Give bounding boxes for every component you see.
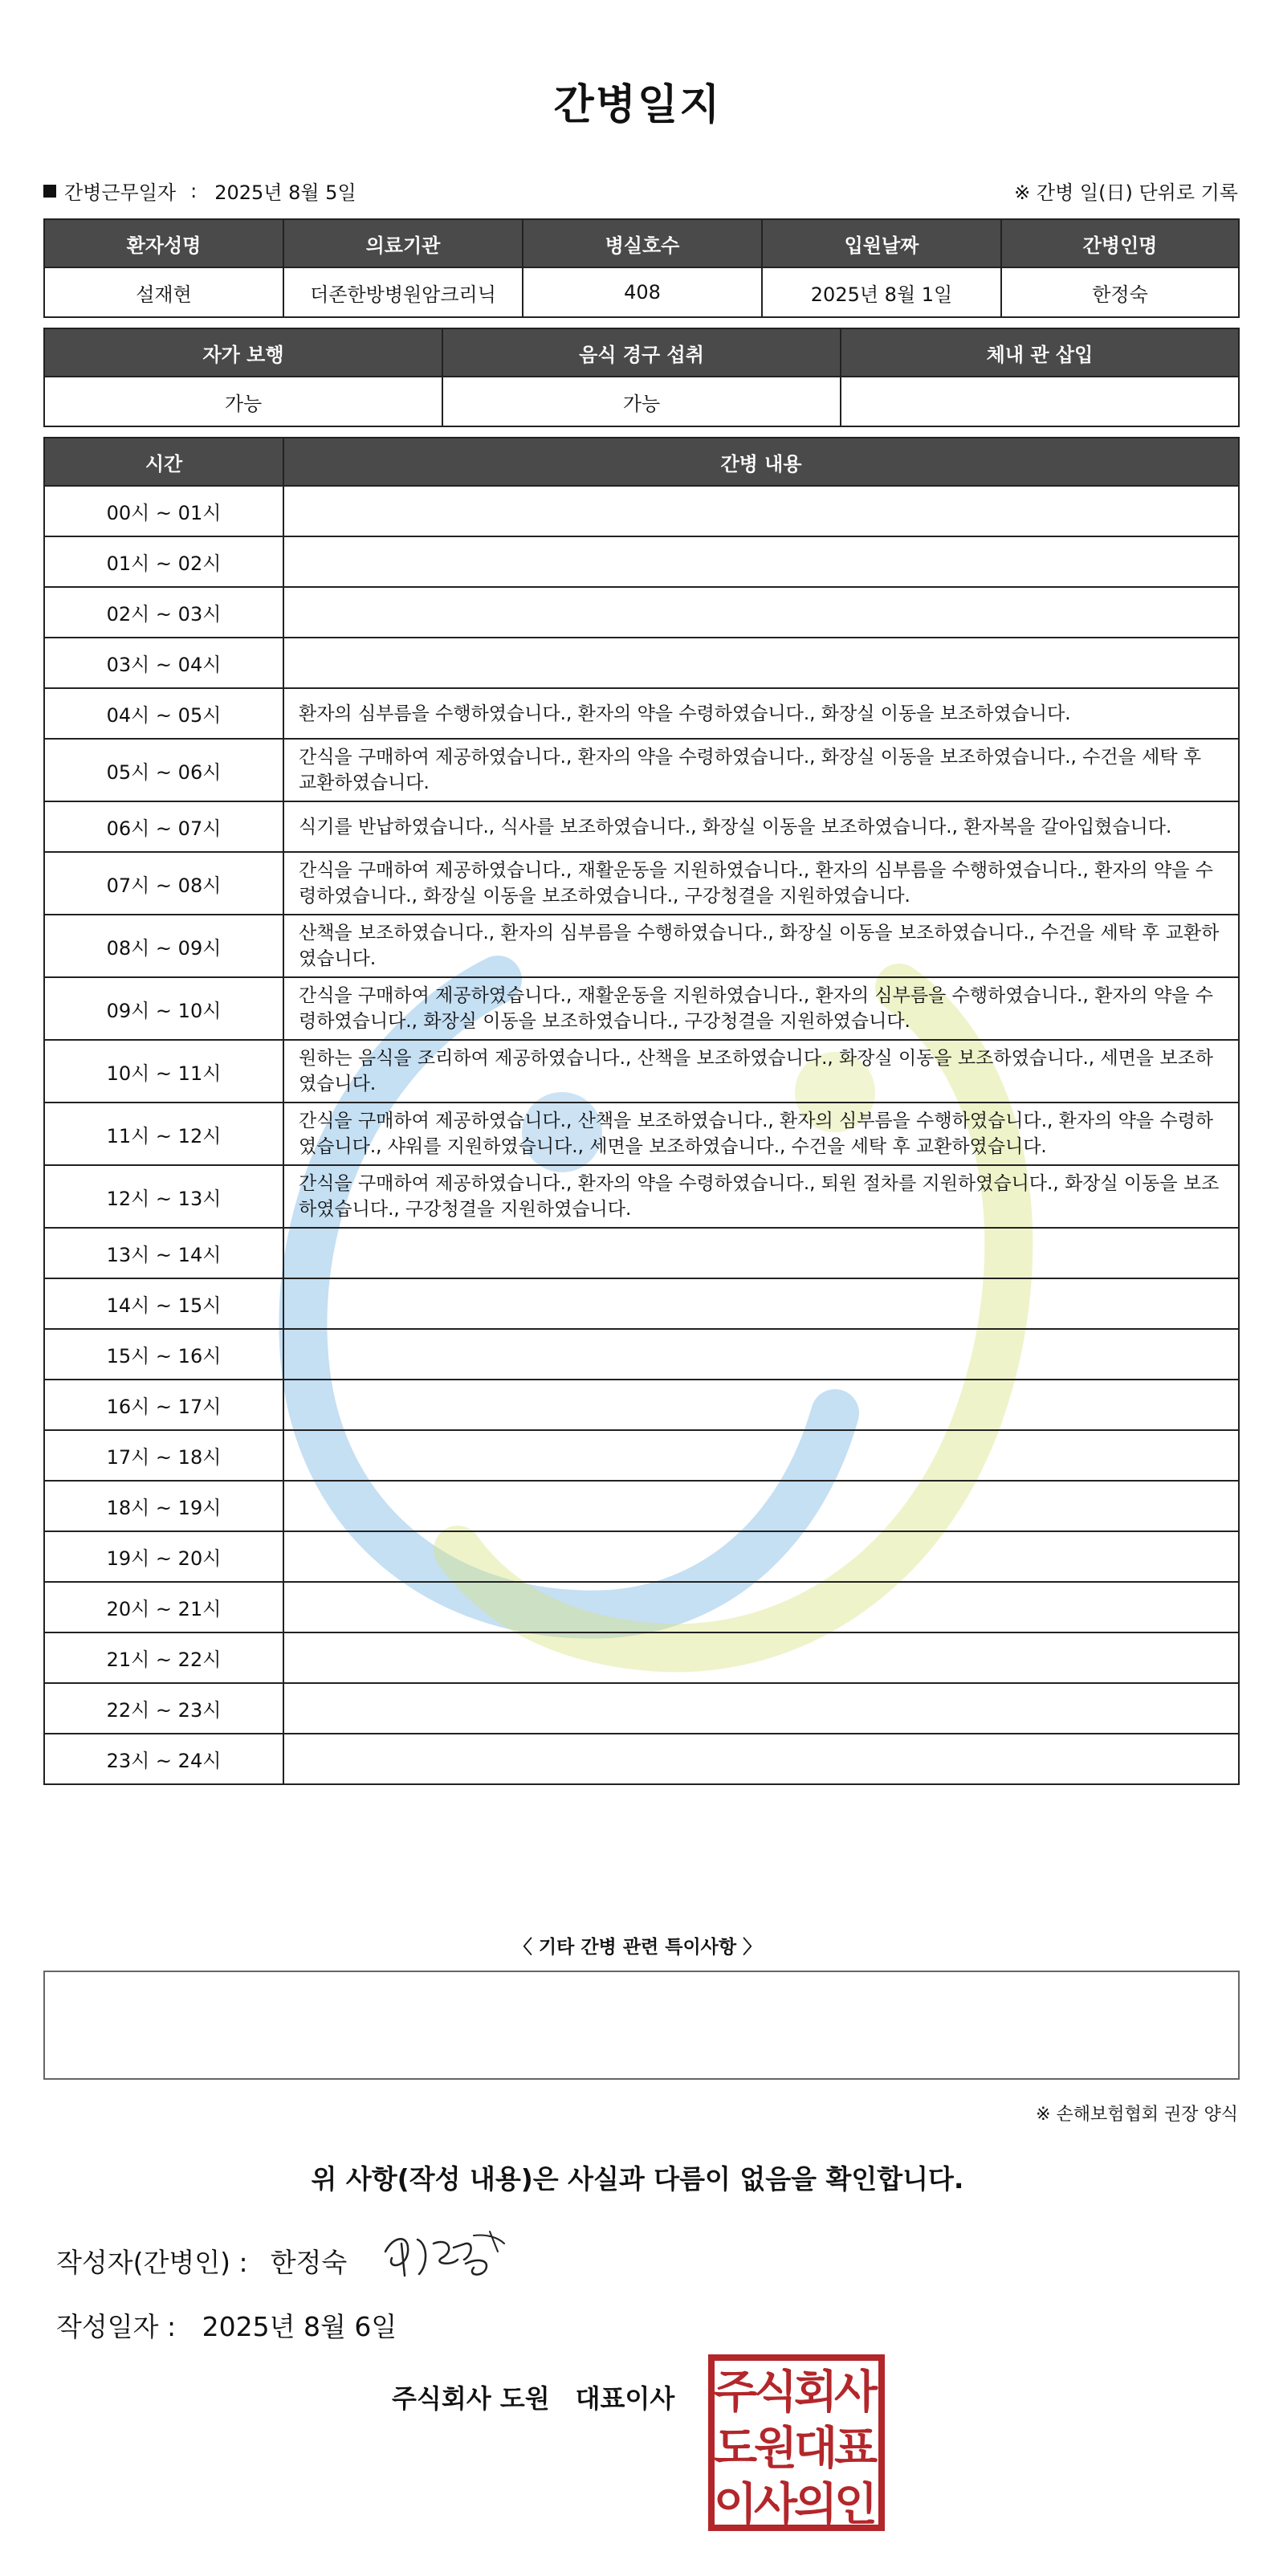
care-content: 간식을 구매하여 제공하였습니다., 산책을 보조하였습니다., 환자의 심부름을 수행하였습니다., 환자의 약을 수령하였습니다., 샤워를 지원하였습니다., 세면을 보조하였습니다., 수건을 세탁 후 교환하였습니다.: [283, 1103, 1239, 1165]
care-time: 19시 ~ 20시: [44, 1531, 283, 1582]
caregiver-name: 한정숙: [1001, 267, 1239, 317]
patient-table: [43, 218, 1240, 318]
care-time: 09시 ~ 10시: [44, 977, 283, 1040]
patient-name: 설재현: [44, 267, 283, 317]
care-row: [44, 1481, 1239, 1531]
written-date-label: 작성일자 :: [56, 2311, 177, 2342]
written-date: [56, 2306, 397, 2344]
author-line: [56, 2242, 347, 2280]
care-row: [44, 1103, 1239, 1165]
unit-note: ※ 간병 일(日) 단위로 기록: [1014, 181, 1238, 204]
care-row: [44, 1165, 1239, 1228]
room-number: 408: [523, 267, 762, 317]
care-content: [283, 1582, 1239, 1632]
care-row: [44, 739, 1239, 801]
care-time: 13시 ~ 14시: [44, 1228, 283, 1278]
care-row: [44, 587, 1239, 638]
care-row: [44, 1430, 1239, 1481]
care-row: [44, 915, 1239, 977]
care-content: [283, 1632, 1239, 1683]
care-content: [283, 1683, 1239, 1734]
care-log-table: [43, 437, 1240, 1785]
company-name: 주식회사 도원: [392, 2383, 550, 2414]
seal-char: 인: [833, 2479, 878, 2531]
company-title: 대표이사: [575, 2383, 675, 2414]
care-time: 02시 ~ 03시: [44, 587, 283, 638]
care-content: 간식을 구매하여 제공하였습니다., 재활운동을 지원하였습니다., 환자의 심부름을 수행하였습니다., 환자의 약을 수령하였습니다., 화장실 이동을 보조하였습니다., 구강청결을 지원하였습니다.: [283, 852, 1239, 915]
header-hospital: 의료기관: [283, 219, 523, 267]
care-content: 원하는 음식을 조리하여 제공하였습니다., 산책을 보조하였습니다., 화장실 이동을 보조하였습니다., 세면을 보조하였습니다.: [283, 1040, 1239, 1103]
care-time: 18시 ~ 19시: [44, 1481, 283, 1531]
seal-char: 주: [713, 2366, 758, 2419]
author-label: 작성자(간병인) :: [56, 2247, 248, 2278]
care-content: [283, 1531, 1239, 1582]
care-row: [44, 536, 1239, 587]
header-patient-name: 환자성명: [44, 219, 283, 267]
care-content: 산책을 보조하였습니다., 환자의 심부름을 수행하였습니다., 화장실 이동을 보조하였습니다., 수건을 세탁 후 교환하였습니다.: [283, 915, 1239, 977]
care-row: [44, 1683, 1239, 1734]
care-time: 08시 ~ 09시: [44, 915, 283, 977]
care-time: 21시 ~ 22시: [44, 1632, 283, 1683]
care-row: [44, 638, 1239, 688]
header-caregiver: 간병인명: [1001, 219, 1239, 267]
care-row: [44, 1380, 1239, 1430]
seal-char: 이: [713, 2479, 758, 2531]
care-time: 23시 ~ 24시: [44, 1734, 283, 1784]
care-row: [44, 1278, 1239, 1329]
care-time: 12시 ~ 13시: [44, 1165, 283, 1228]
care-content: 간식을 구매하여 제공하였습니다., 환자의 약을 수령하였습니다., 화장실 이동을 보조하였습니다., 수건을 세탁 후 교환하였습니다.: [283, 739, 1239, 801]
care-time: 22시 ~ 23시: [44, 1683, 283, 1734]
care-content: 간식을 구매하여 제공하였습니다., 재활운동을 지원하였습니다., 환자의 심부름을 수행하였습니다., 환자의 약을 수령하였습니다., 화장실 이동을 보조하였습니다., 구강청결을 지원하였습니다.: [283, 977, 1239, 1040]
header-care-content: 간병 내용: [283, 438, 1239, 486]
signature: [377, 2219, 514, 2292]
care-row: [44, 688, 1239, 739]
seal-char: 사: [833, 2366, 878, 2419]
care-row: [44, 1531, 1239, 1582]
seal-char: 의: [793, 2479, 838, 2531]
care-content: [283, 1380, 1239, 1430]
bullet-square-icon: [43, 185, 56, 198]
walking-status: 가능: [44, 377, 442, 426]
care-content: [283, 587, 1239, 638]
author-name: 한정숙: [270, 2247, 348, 2278]
care-row: [44, 801, 1239, 852]
care-time: 14시 ~ 15시: [44, 1278, 283, 1329]
notes-title: 〈 기타 간병 관련 특이사항 〉: [513, 1937, 762, 1958]
seal-char: 사: [753, 2479, 798, 2531]
work-date-label: 간병근무일자: [64, 181, 177, 204]
header-oral-intake: 음식 경구 섭취: [442, 328, 841, 377]
header-admission-date: 입원날짜: [762, 219, 1001, 267]
care-content: 식기를 반납하였습니다., 식사를 보조하였습니다., 화장실 이동을 보조하였습니다., 환자복을 갈아입혔습니다.: [283, 801, 1239, 852]
care-content: [283, 1481, 1239, 1531]
care-row: [44, 1734, 1239, 1784]
work-date: [43, 177, 356, 205]
status-table: [43, 328, 1240, 427]
care-content: [283, 1329, 1239, 1380]
seal-char: 회: [793, 2366, 838, 2419]
seal-char: 표: [833, 2423, 878, 2475]
care-content: [283, 1430, 1239, 1481]
care-content: [283, 486, 1239, 536]
admission-date: 2025년 8월 1일: [762, 267, 1001, 317]
care-row: [44, 1632, 1239, 1683]
recommend-note: ※ 손해보험협회 권장 양식: [1036, 2105, 1238, 2125]
care-time: 11시 ~ 12시: [44, 1103, 283, 1165]
care-time: 06시 ~ 07시: [44, 801, 283, 852]
page-title: 간병일지: [553, 81, 722, 129]
hospital-name: 더존한방병원암크리닉: [283, 267, 523, 317]
care-row: [44, 1228, 1239, 1278]
seal-char: 식: [753, 2366, 798, 2419]
oral-intake-status: 가능: [442, 377, 841, 426]
care-content: 환자의 심부름을 수행하였습니다., 환자의 약을 수령하였습니다., 화장실 이동을 보조하였습니다.: [283, 688, 1239, 739]
company-line: [392, 2378, 674, 2415]
care-time: 20시 ~ 21시: [44, 1582, 283, 1632]
care-content: [283, 1278, 1239, 1329]
care-content: 간식을 구매하여 제공하였습니다., 환자의 약을 수령하였습니다., 퇴원 절차를 지원하였습니다., 화장실 이동을 보조하였습니다., 구강청결을 지원하였습니다.: [283, 1165, 1239, 1228]
header-room: 병실호수: [523, 219, 762, 267]
seal-char: 도: [713, 2423, 758, 2475]
confirmation-statement: 위 사항(작성 내용)은 사실과 다름이 없음을 확인합니다.: [311, 2163, 964, 2195]
notes-box: [43, 1971, 1240, 2080]
care-time: 07시 ~ 08시: [44, 852, 283, 915]
care-row: [44, 1329, 1239, 1380]
tube-status: [841, 377, 1239, 426]
header-walking: 자가 보행: [44, 328, 442, 377]
care-time: 00시 ~ 01시: [44, 486, 283, 536]
care-time: 15시 ~ 16시: [44, 1329, 283, 1380]
seal-char: 원: [753, 2423, 798, 2475]
care-row: [44, 486, 1239, 536]
care-time: 17시 ~ 18시: [44, 1430, 283, 1481]
care-time: 10시 ~ 11시: [44, 1040, 283, 1103]
care-time: 03시 ~ 04시: [44, 638, 283, 688]
care-row: [44, 1582, 1239, 1632]
care-content: [283, 638, 1239, 688]
work-date-colon: :: [190, 179, 198, 202]
written-date-value: 2025년 8월 6일: [202, 2311, 397, 2342]
care-content: [283, 1228, 1239, 1278]
care-content: [283, 1734, 1239, 1784]
care-time: 16시 ~ 17시: [44, 1380, 283, 1430]
header-time: 시간: [44, 438, 283, 486]
care-time: 05시 ~ 06시: [44, 739, 283, 801]
care-time: 01시 ~ 02시: [44, 536, 283, 587]
care-row: [44, 852, 1239, 915]
care-row: [44, 977, 1239, 1040]
company-seal-stamp: [707, 2353, 886, 2533]
header-tube: 체내 관 삽입: [841, 328, 1239, 377]
care-row: [44, 1040, 1239, 1103]
care-time: 04시 ~ 05시: [44, 688, 283, 739]
seal-char: 대: [793, 2423, 838, 2475]
work-date-value: 2025년 8월 5일: [214, 181, 356, 204]
care-content: [283, 536, 1239, 587]
